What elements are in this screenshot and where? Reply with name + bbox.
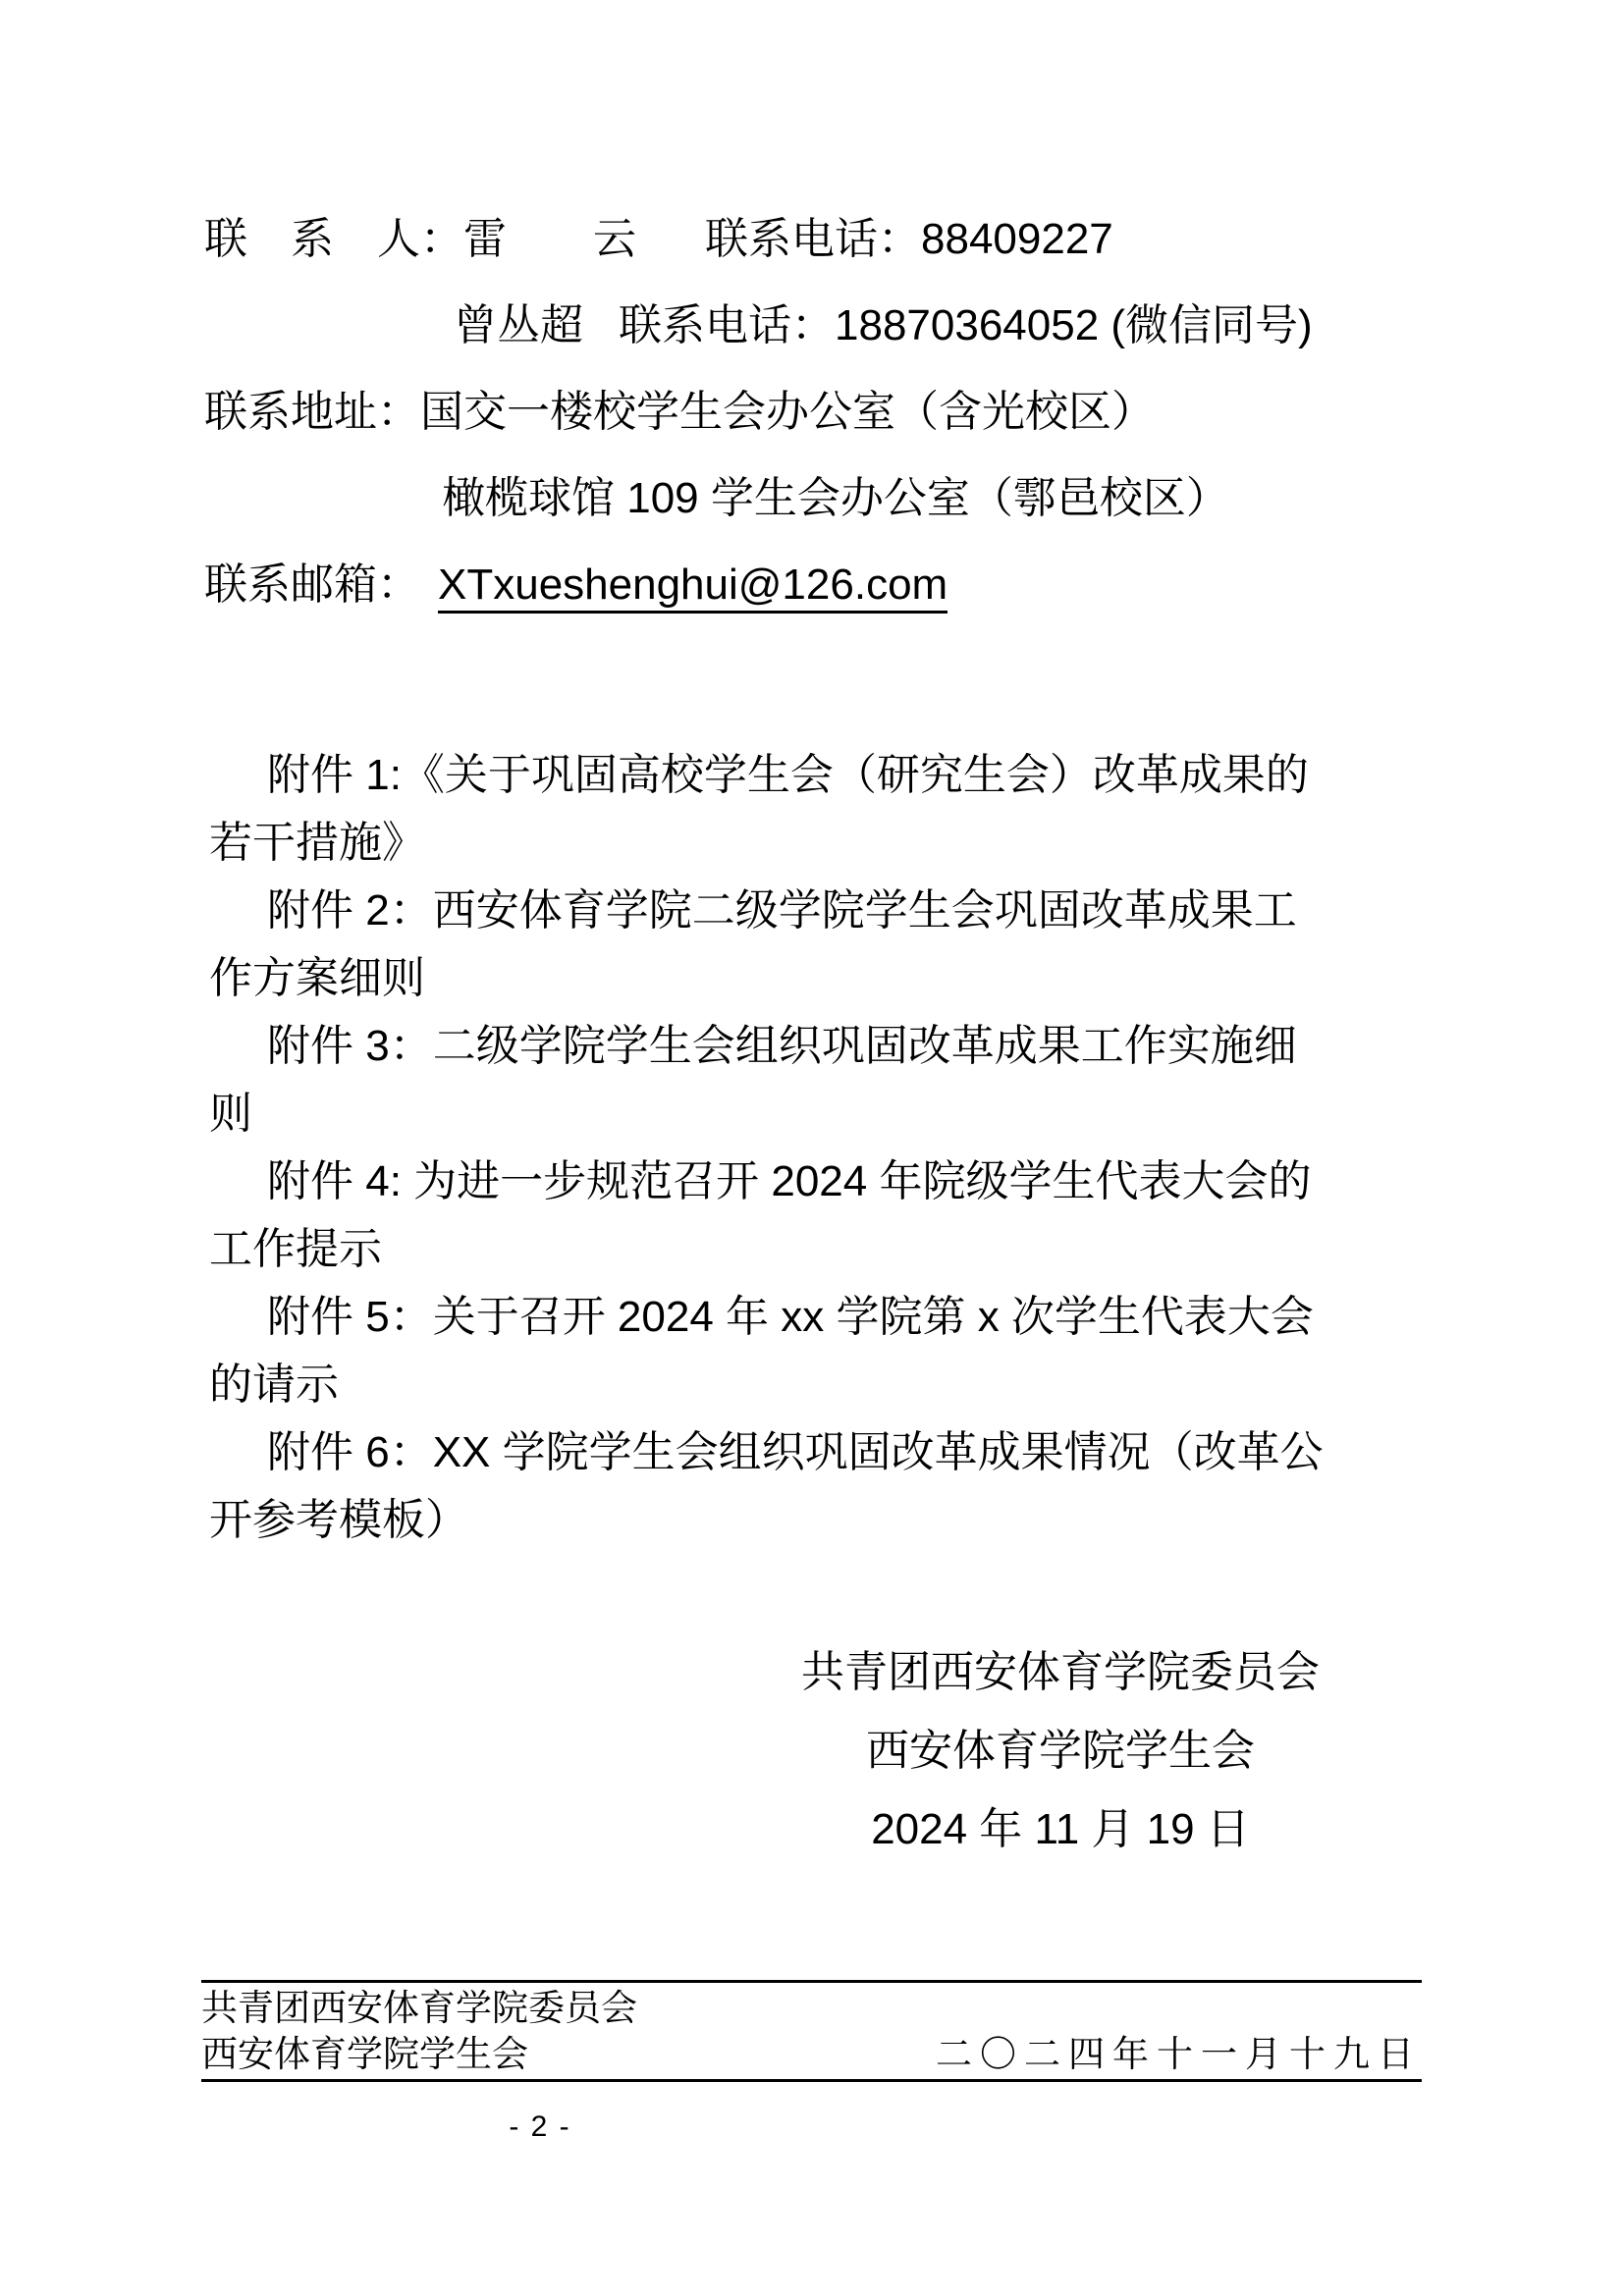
attachment-line-wrap: 的请示	[209, 1361, 339, 1409]
attachment-line-wrap: 作方案细则	[209, 954, 425, 1002]
contact-person2-name: 曾丛超	[454, 301, 583, 349]
signature-block	[746, 1633, 1375, 1869]
email-link[interactable]: XTxueshenghui@126.com	[438, 561, 947, 614]
signature-org2: 西安体育学院学生会	[866, 1727, 1255, 1775]
attachment-line-wrap: 若干措施》	[209, 819, 425, 867]
contact-person-label: 联 系 人：	[204, 215, 463, 263]
contact-person1-name: 雷 云	[463, 215, 636, 263]
record-org2: 西安体育学院学生会	[201, 2034, 528, 2074]
contact-address1: 国交一楼校学生会办公室（含光校区）	[420, 388, 1155, 436]
contact-email-label: 联系邮箱：	[204, 561, 420, 609]
signature-org1: 共青团西安体育学院委员会	[801, 1648, 1320, 1696]
attachment-line: 附件 5：关于召开 2024 年 xx 学院第 x 次学生代表大会	[267, 1293, 1314, 1341]
contact-phone-label: 联系电话：	[619, 301, 835, 349]
contact-person1-phone: 88409227	[921, 215, 1113, 263]
contact-email-line	[0, 542, 1313, 628]
attachment-line-wrap: 开参考模板）	[209, 1496, 468, 1544]
record-row2	[201, 2031, 1422, 2077]
contact-block	[0, 196, 1313, 628]
attachments-list	[0, 741, 1324, 1554]
contact-phone-label: 联系电话：	[705, 215, 921, 263]
contact-address2-line	[0, 455, 1313, 542]
contact-address-line	[0, 369, 1313, 455]
attachment-line: 附件 4: 为进一步规范召开 2024 年院级学生代表大会的	[267, 1157, 1312, 1205]
contact-person2-phone: 18870364052 (微信同号)	[835, 301, 1313, 349]
attachment-line-wrap: 工作提示	[209, 1225, 382, 1273]
attachment-line: 附件 6：XX 学院学生会组织巩固改革成果情况（改革公	[267, 1428, 1324, 1476]
signature-date: 2024 年 11 月 19 日	[871, 1805, 1250, 1853]
contact-address2: 橄榄球馆 109 学生会办公室（鄠邑校区）	[442, 474, 1229, 522]
record-date: 二〇二四年十一月十九日	[936, 2034, 1422, 2074]
record-org1: 共青团西安体育学院委员会	[201, 1988, 637, 2028]
contact-person2-line	[0, 283, 1313, 369]
attachment-line: 附件 2：西安体育学院二级学院学生会巩固改革成果工	[267, 886, 1297, 934]
record-block	[201, 1980, 1422, 2082]
attachment-line: 附件 1:《关于巩固高校学生会（研究生会）改革成果的	[267, 751, 1309, 799]
contact-address-label: 联系地址：	[204, 388, 420, 436]
page-number: - 2 -	[509, 2110, 571, 2143]
attachment-line-wrap: 则	[209, 1090, 252, 1138]
attachment-line: 附件 3：二级学院学生会组织巩固改革成果工作实施细	[267, 1022, 1297, 1070]
contact-person-line	[0, 196, 1313, 283]
